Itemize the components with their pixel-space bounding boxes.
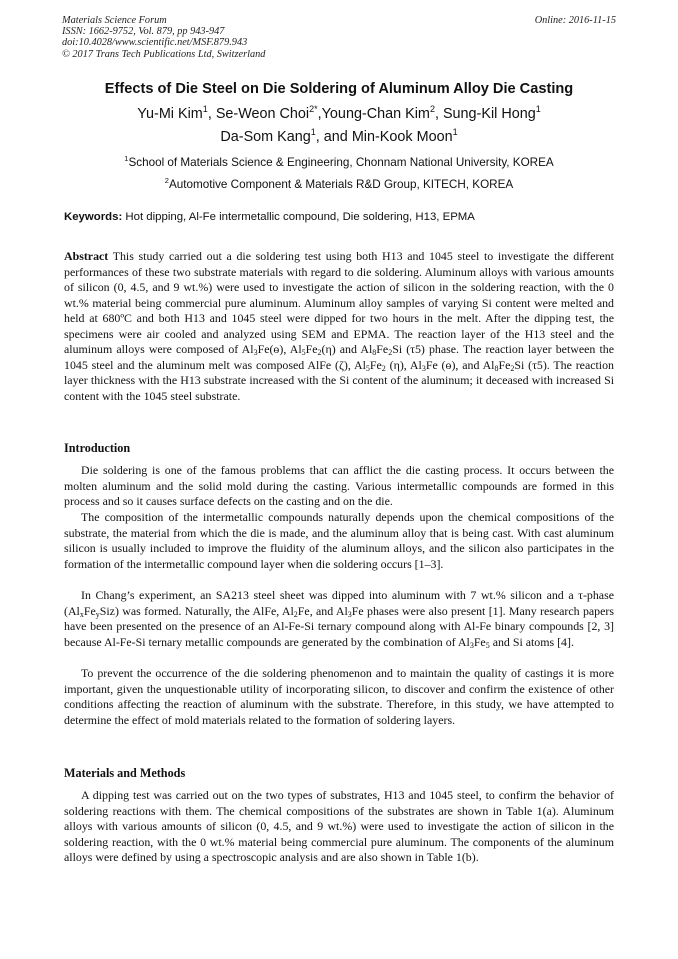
author-affil-mark: 2* <box>309 104 318 114</box>
subscript: 8 <box>372 348 377 358</box>
subscript: 3 <box>253 348 258 358</box>
intro-paragraph-1: Die soldering is one of the famous problems that can afflict the die casting process. It occurs between the molten aluminum and the solid mold during the casting. Various intermetallic compounds are formed in this process and so it causes surface defects on the casting and on the die. <box>64 463 614 509</box>
introduction-heading: Introduction <box>64 441 131 455</box>
affiliation-text: Automotive Component & Materials R&D Group, KITECH, KOREA <box>168 178 514 191</box>
text-run: Fe, and Al <box>297 603 348 618</box>
author-line-2 <box>40 126 638 149</box>
text-run: Si (τ5) phase. The reaction layer between the 1045 steel and the aluminum melt was composed AlFe (ζ), Al <box>64 342 614 372</box>
text-run: Fe(ɵ), Al <box>257 342 302 357</box>
subscript: 8 <box>494 363 499 373</box>
author-name: Young-Chan Kim <box>321 106 430 122</box>
text-run: Siz) was formed. Naturally, the AlFe, Al <box>99 603 294 618</box>
copyright-line: © 2017 Trans Tech Publications Ltd, Switzerland <box>62 48 266 60</box>
author-name: Yu-Mi Kim <box>137 106 203 122</box>
author-affil-mark: 1 <box>310 127 316 137</box>
running-header <box>62 15 616 60</box>
author-name: Sung-Kil Hong <box>442 106 536 122</box>
affiliation-text: School of Materials Science & Engineering, Chonnam National University, KOREA <box>128 156 554 169</box>
author-line-1: Yu-Mi Kim$^1$, Se-Weon Choi$^{2*}$,Young-Chan Kim$^2$, Sung-Kil Hong$^1$ <box>137 104 541 122</box>
affiliation-1 <box>20 156 658 170</box>
author-separator: , and <box>315 129 352 145</box>
issn-line: ISSN: 1662-9752, Vol. 879, pp 943-947 <box>62 26 225 38</box>
intro-paragraph-4: To prevent the occurrence of the die soldering phenomenon and to maintain the quality of castings it is more important, given the unquestionable utility of incorporating silicon, to discover and confirm the existence of other conditions affecting the reaction of aluminum with the substrate. Therefore, in this study, we have attempted to determine the effect of mold materials related to the formation of soldering layers. <box>64 666 614 727</box>
text-run: and Si atoms [4]. <box>489 634 574 649</box>
methods-paragraph-1: A dipping test was carried out on the two types of substrates, H13 and 1045 steel, to confirm the behavior of soldering reactions with them. The chemical compositions of the substrates are shown in Table 1(a). Aluminum alloys with various amounts of silicon (0, 4.5, and 9 wt.%) were used to investigate the action of silicon in the soldering reaction, with the 0 wt.% material being commercial pure aluminum. The components of the aluminum alloys were defined by using a spectroscopic analysis and are also shown in Table 1(b). <box>64 788 614 865</box>
subscript: 2 <box>381 363 386 373</box>
doi-line: doi:10.4028/www.scientific.net/MSF.879.943 <box>62 37 248 49</box>
author-list <box>40 103 638 149</box>
intro-paragraph-2: The composition of the intermetallic compounds naturally depends upon the chemical compositions of the substrate, the material from which the die is made, and the aluminum alloy that is being cast. With cast aluminum silicon is usually included to improve the fluidity of the aluminum alloys, and the silicon also participates in the formation of the intermetallic compound layer when die soldering occurs [1–3]. <box>64 510 614 571</box>
keywords <box>64 211 624 223</box>
subscript: 5 <box>485 640 490 650</box>
text-run: Fe phases were also present [1]. Many research papers have been presented on the presence of an Al-Fe-Si ternary compound along with Al-Fe binary compounds [2, 3] because Al-Fe-Si ternary metallic compounds are generated by the combination of Al <box>64 603 614 649</box>
intro-paragraph-3 <box>64 588 614 650</box>
text-run: Fe <box>369 357 382 372</box>
subscript: 2 <box>510 363 515 373</box>
affiliation-2 <box>20 178 658 192</box>
text-run: Fe <box>473 634 486 649</box>
text-run: This study carried out a die soldering test using both H13 and 1045 steel to investigate the different performances of these two substrate materials with regard to die soldering. Aluminum alloys with various amounts of silicon (0, 4.5, and 9 wt.%) were used to investigate the action of silicon in the soldering reaction, with the 0 wt.% material being commercial pure aluminum. Aluminum alloy samples of varying Si content were melted and held at 680ºC and both H13 and 1045 steel were dipped for two hours in the melt. After the dipping test, the specimens were air cooled and analyzed using SEM and EPMA. The reaction layer of the H13 steel and the aluminum alloys were composed of Al <box>64 249 614 357</box>
paper-title: Effects of Die Steel on Die Soldering of Aluminum Alloy Die Casting <box>104 81 574 97</box>
text-run: Fe <box>498 357 511 372</box>
online-date: Online: 2016-11-15 <box>534 15 616 26</box>
text-run: (η) and Al <box>321 342 373 357</box>
subscript: x <box>79 609 84 619</box>
text-run: In Chang’s experiment, an SA213 steel sheet was dipped into aluminum with 7 wt.% silicon and a τ-phase (Al <box>64 588 614 618</box>
keywords-label: Keywords: <box>64 211 123 223</box>
author-name: Min-Kook Moon <box>351 129 453 145</box>
journal-name: Materials Science Forum <box>62 15 167 26</box>
subscript: 3 <box>347 609 352 619</box>
subscript: 5 <box>365 363 370 373</box>
author-affil-mark: 1 <box>452 127 458 137</box>
author-name: Da-Som Kang <box>220 129 311 145</box>
subscript: 2 <box>388 348 393 358</box>
text-run: Si (τ5). The reaction layer thickness with the H13 substrate increased with the Si content of the aluminum; it deceased with increased Si content with the 1045 steel substrate. <box>64 357 614 403</box>
text-run: (η), Al <box>385 357 422 372</box>
abstract-label: Abstract <box>64 249 109 263</box>
author-affil-mark: 1 <box>535 104 541 114</box>
subscript: 3 <box>421 363 426 373</box>
text-run: Fe <box>376 342 389 357</box>
affiliation-mark: 1 <box>124 154 129 163</box>
affiliation-mark: 2 <box>164 176 169 185</box>
abstract-paragraph <box>64 249 614 404</box>
text-run: Fe <box>83 603 96 618</box>
subscript: 3 <box>469 640 474 650</box>
subscript: 5 <box>301 348 306 358</box>
methods-heading: Materials and Methods <box>64 766 186 780</box>
author-affil-mark: 2 <box>429 104 435 114</box>
keywords-text: Hot dipping, Al-Fe intermetallic compound, Die soldering, H13, EPMA <box>125 211 475 223</box>
subscript: 2 <box>317 348 322 358</box>
text-run: Fe (ɵ), and Al <box>425 357 495 372</box>
text-run: Fe <box>305 342 318 357</box>
author-affil-mark: 1 <box>202 104 208 114</box>
author-name: Se-Weon Choi <box>215 106 310 122</box>
subscript: y <box>95 609 100 619</box>
subscript: 2 <box>293 609 298 619</box>
